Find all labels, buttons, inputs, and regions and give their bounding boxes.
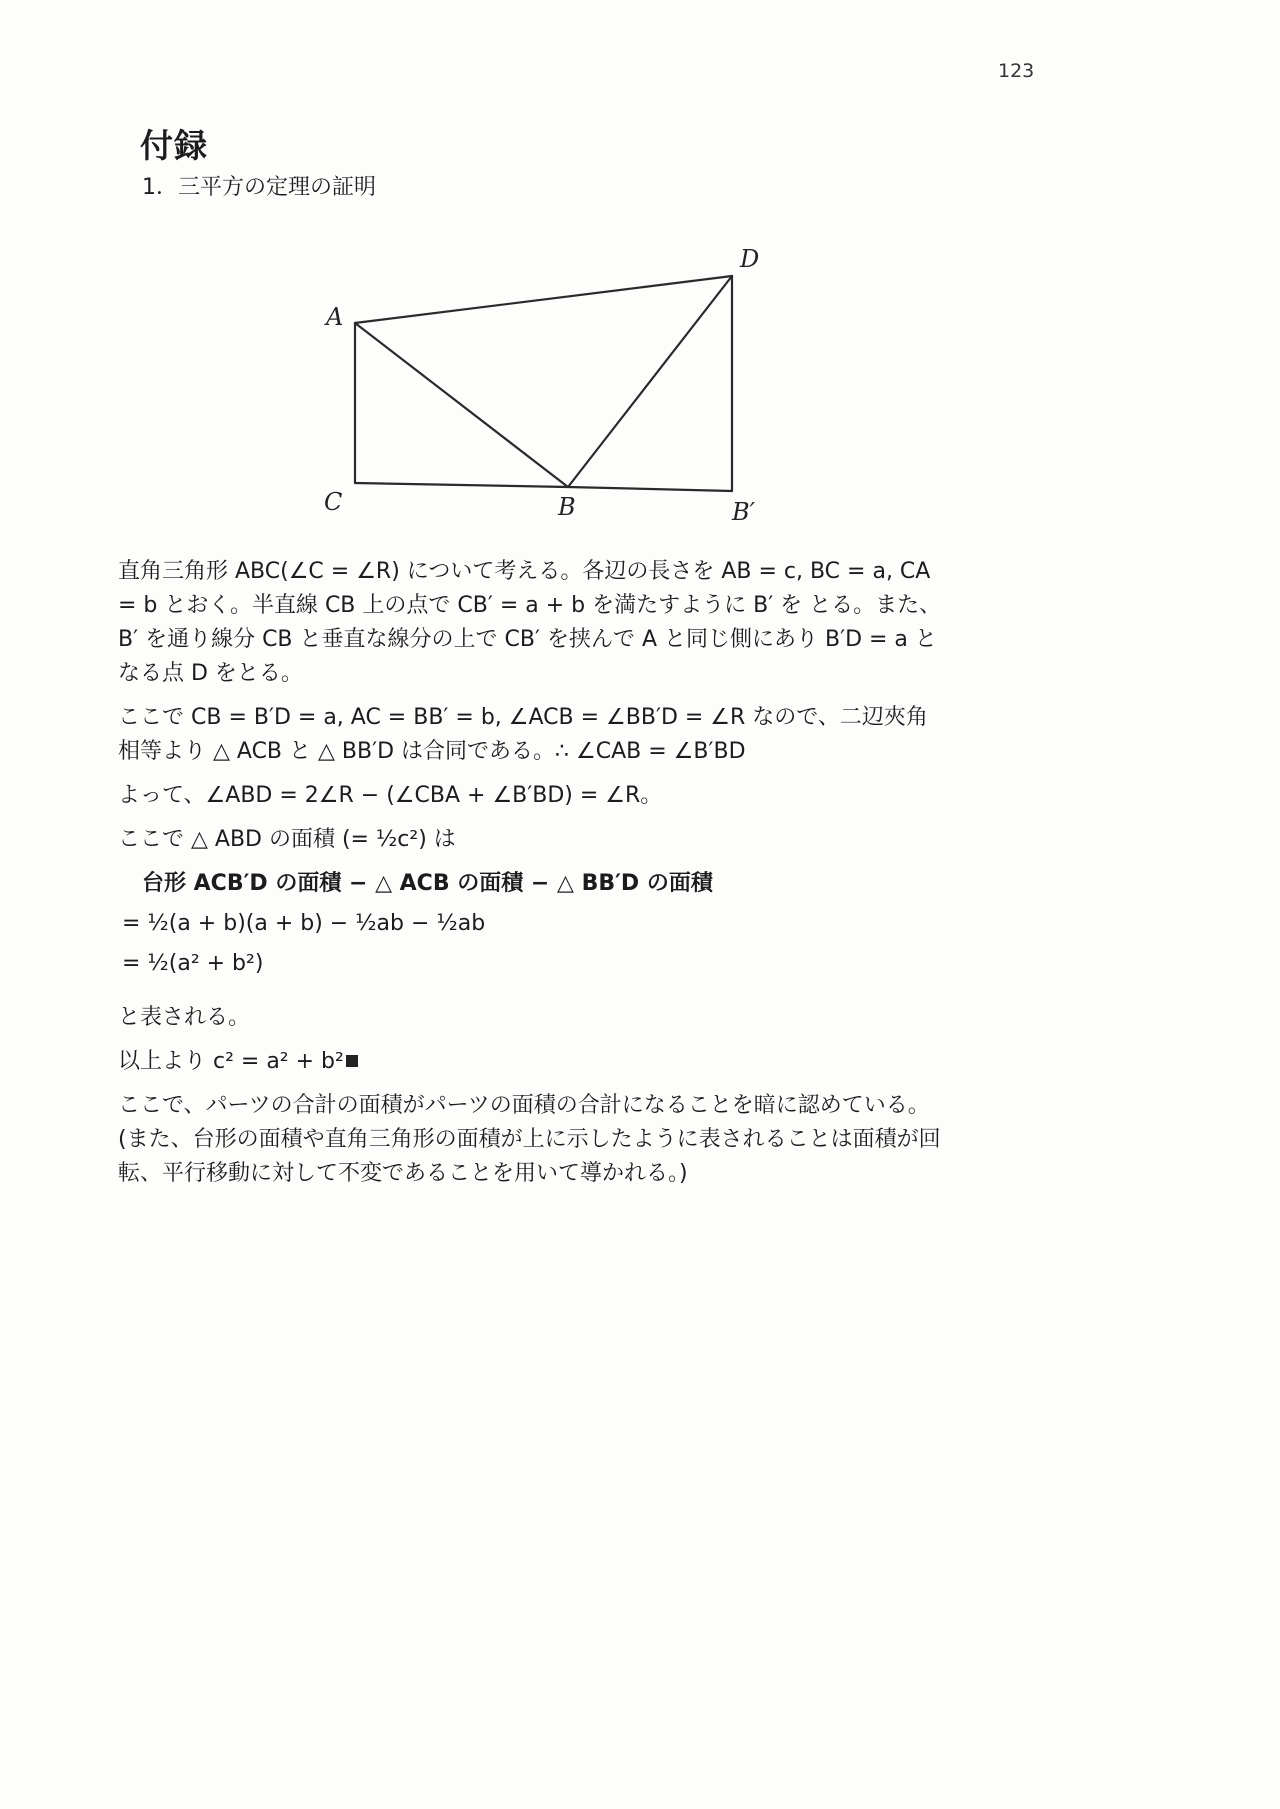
- label-bprime: B′: [732, 498, 756, 526]
- segment-cb: [355, 483, 568, 487]
- figure-svg: [300, 235, 820, 535]
- equation-step-2: = ½(a² + b²): [122, 951, 264, 976]
- paragraph-congruence: ここで CB = B′D = a, AC = BB′ = b, ∠ACB = ∠BB′D = ∠R なので、二辺夾角相等より △ ACB と △ BB′D は合同である。∴ ∠CAB = ∠B′BD: [118, 705, 928, 764]
- paragraph-right-angle: よって、∠ABD = 2∠R − (∠CBA + ∠B′BD) = ∠R。: [118, 783, 663, 808]
- label-d: D: [740, 245, 760, 273]
- paragraph-setup: 直角三角形 ABC(∠C = ∠R) について考える。各辺の長さを AB = c, BC = a, CA = b とおく。半直線 CB 上の点で CB′ = a + b を満たすように B′ を とる。また、B′ を通り線分 CB と垂直な線分の上で CB′ を挟んで A と同じ側にあり B′D = a となる点 D をとる。: [118, 559, 942, 686]
- equation-step-1: = ½(a + b)(a + b) − ½ab − ½ab: [122, 911, 486, 936]
- segment-bd: [568, 276, 732, 487]
- paragraph-conclusion: [118, 1045, 948, 1079]
- page-number: 123: [998, 60, 1035, 82]
- segment-bbprime: [568, 487, 732, 491]
- proof-body: [118, 555, 948, 1201]
- paragraph-remark: ここで、パーツの合計の面積がパーツの面積の合計になることを暗に認めている。(また、台形の面積や直角三角形の面積が上に示したように表されることは面積が回転、平行移動に対して不変であることを用いて導かれる。): [118, 1093, 941, 1186]
- conclusion-text: 以上より c² = a² + b²: [118, 1049, 344, 1074]
- paragraph-area-intro: ここで △ ABD の面積 (= ½c²) は: [118, 827, 456, 852]
- area-decomposition: 台形 ACB′D の面積 − △ ACB の面積 − △ BB′D の面積: [142, 871, 713, 896]
- paragraph-expressed: と表される。: [118, 1005, 251, 1030]
- label-a: A: [326, 303, 344, 331]
- segment-ab: [355, 323, 568, 487]
- label-b: B: [558, 493, 576, 521]
- label-c: C: [324, 488, 343, 516]
- section-title: 1．三平方の定理の証明: [142, 175, 376, 200]
- geometry-figure: [300, 235, 820, 535]
- appendix-title: 付録: [140, 126, 208, 165]
- segment-ad: [355, 276, 732, 323]
- qed-icon: [346, 1055, 358, 1067]
